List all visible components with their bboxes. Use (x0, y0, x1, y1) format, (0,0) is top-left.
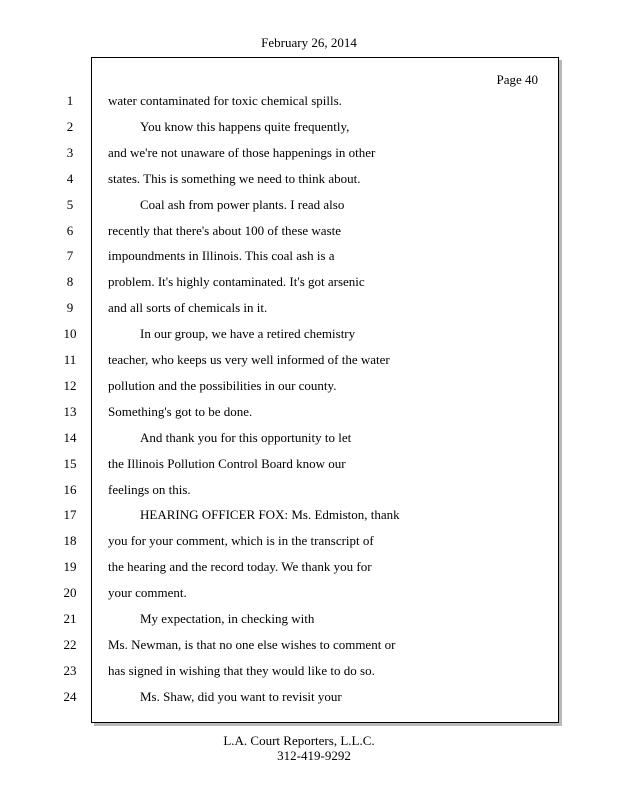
line-text: You know this happens quite frequently, (140, 118, 350, 134)
line-text: recently that there's about 100 of these waste (108, 222, 342, 238)
transcript-line (0, 378, 560, 404)
line-text: the Illinois Pollution Control Board know our (108, 455, 346, 471)
transcript-line (0, 637, 560, 663)
line-number: 16 (63, 481, 77, 497)
line-number: 9 (66, 300, 74, 316)
line-number: 17 (63, 507, 77, 523)
line-number: 24 (63, 688, 77, 704)
transcript-line (0, 223, 560, 249)
transcript-line (0, 559, 560, 585)
line-number: 23 (63, 662, 77, 678)
line-number: 14 (63, 429, 77, 445)
transcript-line (0, 171, 560, 197)
line-number: 20 (63, 585, 77, 601)
line-text: you for your comment, which is in the transcript of (108, 533, 374, 549)
transcript-line (0, 197, 560, 223)
line-number: 10 (63, 326, 77, 342)
line-number: 4 (66, 170, 74, 186)
line-text: impoundments in Illinois. This coal ash is a (108, 248, 335, 264)
line-number: 18 (63, 533, 77, 549)
line-text: and all sorts of chemicals in it. (108, 300, 268, 316)
transcript-line (0, 119, 560, 145)
line-text: Something's got to be done. (108, 403, 253, 419)
line-number: 6 (66, 222, 74, 238)
line-number: 13 (63, 403, 77, 419)
line-number: 7 (66, 248, 74, 264)
line-text: My expectation, in checking with (140, 611, 315, 626)
line-number: 8 (66, 274, 74, 290)
line-number: 19 (63, 559, 77, 575)
transcript-line (0, 300, 560, 326)
line-number: 3 (66, 144, 74, 160)
line-text: Ms. Newman, is that no one else wishes to comment or (108, 636, 396, 652)
transcript-date: February 26, 2014 (261, 35, 357, 50)
line-number: 1 (66, 93, 74, 108)
line-text: feelings on this. (108, 481, 191, 497)
line-text: water contaminated for toxic chemical spills. (108, 93, 342, 108)
line-text: and we're not unaware of those happenings in other (108, 144, 376, 160)
transcript-line (0, 456, 560, 482)
line-number: 15 (63, 455, 77, 471)
line-text: teacher, who keeps us very well informed of the water (108, 352, 390, 367)
transcript-line (0, 482, 560, 508)
line-text: states. This is something we need to think about. (108, 170, 361, 186)
footer-company: L.A. Court Reporters, L.L.C. (223, 733, 375, 748)
line-text: Ms. Shaw, did you want to revisit your (140, 688, 342, 704)
line-text: problem. It's highly contaminated. It's got arsenic (108, 274, 365, 290)
line-number: 11 (63, 352, 77, 367)
line-text: the hearing and the record today. We thank you for (108, 559, 372, 575)
line-number: 12 (63, 377, 77, 393)
line-text: has signed in wishing that they would like to do so. (108, 662, 375, 678)
transcript-line (0, 611, 560, 637)
line-number: 21 (63, 611, 77, 626)
line-text: And thank you for this opportunity to let (140, 429, 352, 445)
line-number: 2 (66, 118, 74, 134)
line-text: In our group, we have a retired chemistry (140, 326, 356, 342)
transcript-line (0, 585, 560, 611)
line-text: HEARING OFFICER FOX: Ms. Edmiston, thank (140, 507, 400, 523)
line-text: Coal ash from power plants. I read also (140, 196, 345, 212)
transcript-line (0, 93, 560, 119)
line-text: your comment. (108, 585, 187, 601)
transcript-line (0, 326, 560, 352)
transcript-line (0, 274, 560, 300)
line-text: pollution and the possibilities in our county. (108, 377, 337, 393)
transcript-line (0, 507, 560, 533)
transcript-line (0, 689, 560, 715)
line-number: 22 (63, 636, 77, 652)
transcript-line (0, 248, 560, 274)
page-number: Page 40 (496, 72, 538, 87)
transcript-line (0, 404, 560, 430)
transcript-line (0, 533, 560, 559)
line-number: 5 (66, 196, 74, 212)
transcript-line (0, 430, 560, 456)
transcript-line (0, 352, 560, 378)
transcript-line (0, 145, 560, 171)
footer-phone: 312-419-9292 (277, 748, 351, 763)
transcript-line (0, 663, 560, 689)
